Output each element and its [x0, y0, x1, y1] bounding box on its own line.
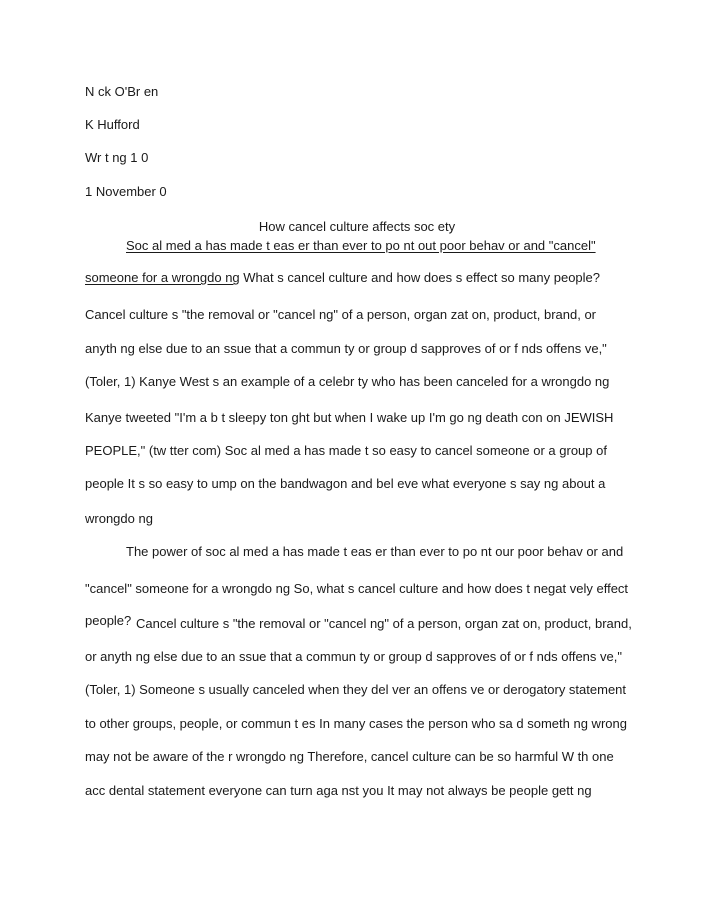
p2-line-8: acc dental statement everyone can turn aga nst you It may not always be people gett ng — [85, 783, 592, 798]
p1-line-3: Cancel culture s "the removal or "cancel ng" of a person, organ zat on, product, brand, or — [85, 307, 597, 322]
instructor-name: K Hufford — [85, 117, 140, 132]
p1-line-4: anyth ng else due to an ssue that a commun ty or group d sapproves of or f nds offens ve," — [85, 341, 607, 356]
p2-line-4: or anyth ng else due to an ssue that a commun ty or group d sapproves of or f nds offens ve," — [85, 649, 622, 664]
p1-line-2 — [85, 270, 600, 286]
p2-line-2: "cancel" someone for a wrongdo ng So, what s cancel culture and how does t negat vely effect — [85, 581, 629, 596]
essay-title: How cancel culture affects soc ety — [258, 219, 456, 234]
author-name: N ck O'Br en — [85, 84, 159, 99]
p1-line-7: PEOPLE," (tw tter com) Soc al med a has made t so easy to cancel someone or a group of — [85, 443, 607, 458]
p1-line-6: Kanye tweeted "I'm a b t sleepy ton ght but when I wake up I'm go ng death con on JEWISH — [85, 410, 614, 425]
p1-line-2-underlined: someone for a wrongdo ng — [85, 270, 240, 285]
p2-line-3b: Cancel culture s "the removal or "cancel ng" of a person, organ zat on, product, brand, — [136, 616, 632, 631]
p1-line-9: wrongdo ng — [85, 511, 153, 526]
p2-line-3a: people? — [85, 613, 132, 628]
date-line: 1 November 0 — [85, 184, 167, 199]
p2-line-7: may not be aware of the r wrongdo ng Therefore, cancel culture can be so harmful W th one — [85, 749, 614, 764]
p2-line-5: (Toler, 1) Someone s usually canceled when they del ver an offens ve or derogatory statement — [85, 682, 627, 697]
p2-line-6: to other groups, people, or commun t es In many cases the person who sa d someth ng wrong — [85, 716, 627, 731]
p1-line-5: (Toler, 1) Kanye West s an example of a celebr ty who has been canceled for a wrongdo ng — [85, 374, 610, 389]
p1-line-2-rest: What s cancel culture and how does s effect so many people? — [239, 270, 601, 285]
p2-line-1: The power of soc al med a has made t eas er than ever to po nt our poor behav or and — [126, 544, 624, 559]
p1-line-8: people It s so easy to ump on the bandwagon and bel eve what everyone s say ng about a — [85, 476, 606, 491]
p1-line-1: Soc al med a has made t eas er than ever to po nt out poor behav or and "cancel" — [126, 238, 596, 253]
course-name: Wr t ng 1 0 — [85, 150, 149, 165]
